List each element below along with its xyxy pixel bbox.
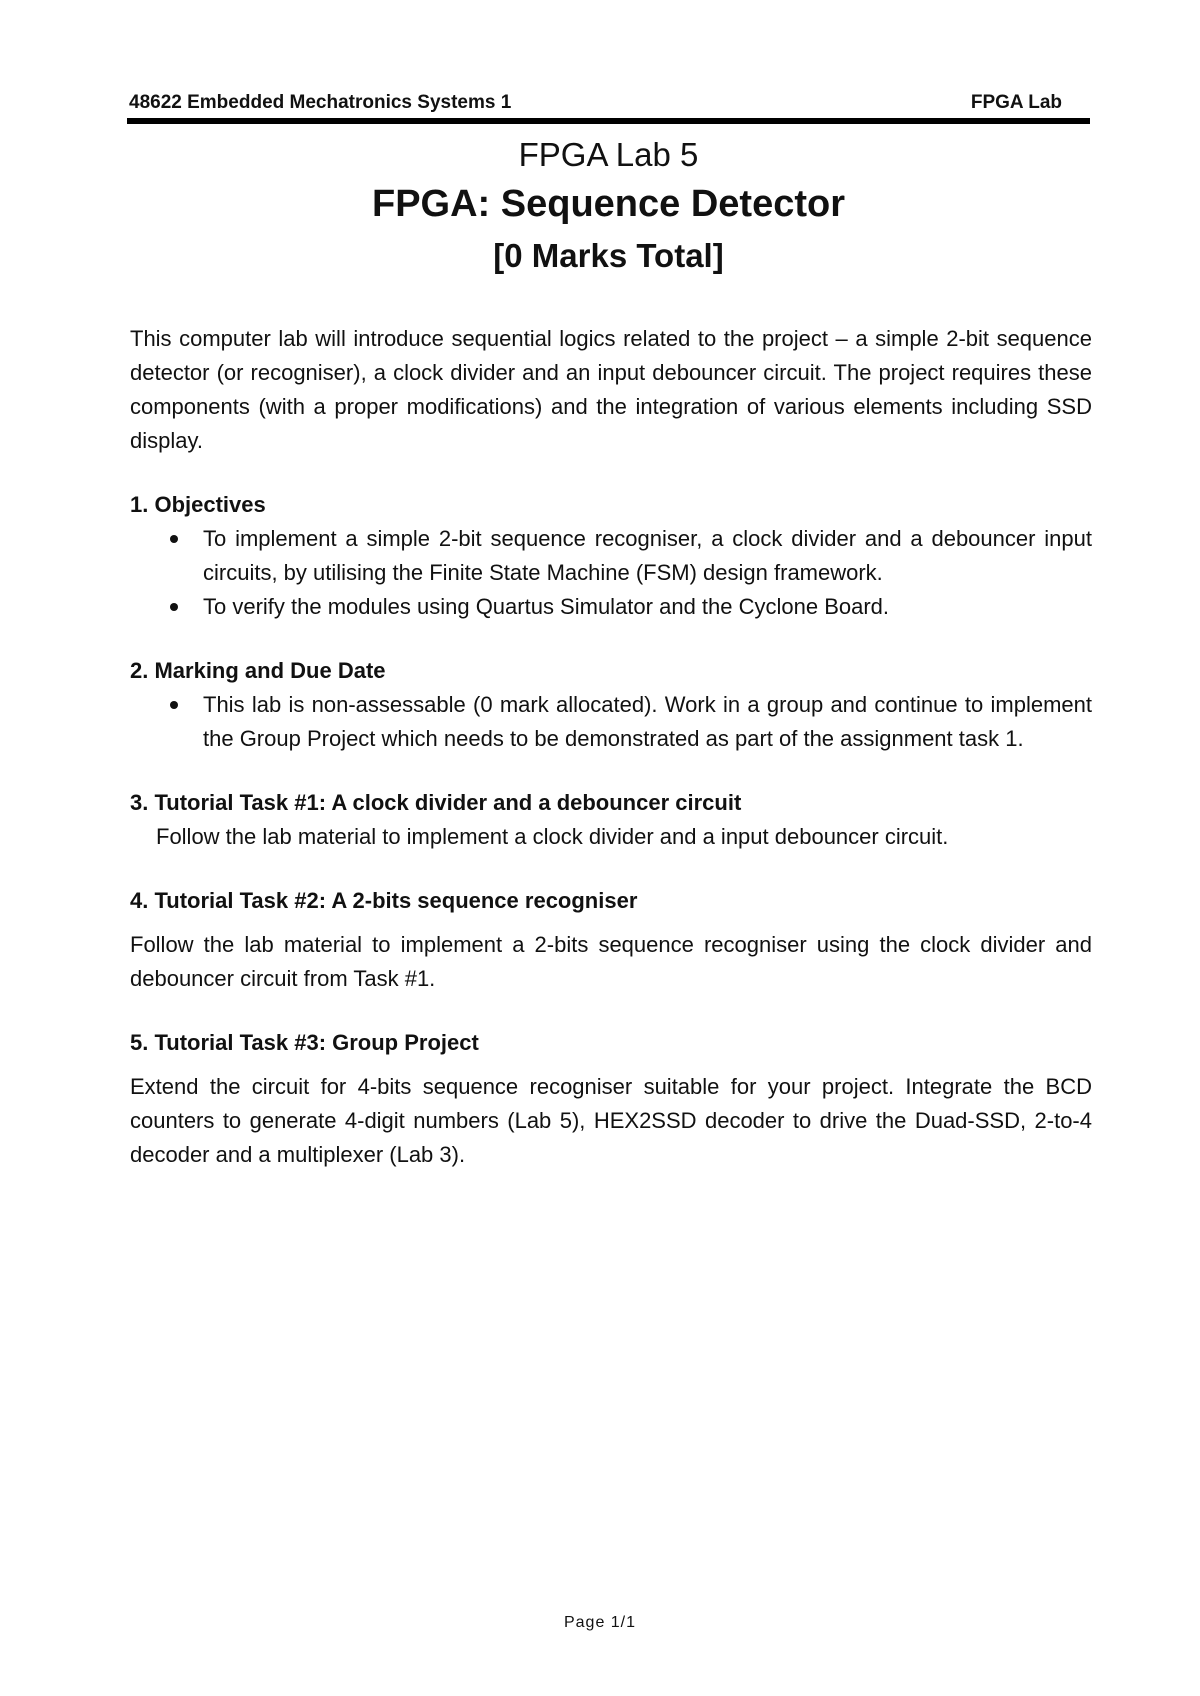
bullet-list [130,688,1092,756]
section-heading: 3. Tutorial Task #1: A clock divider and a debouncer circuit [130,790,742,815]
section-objectives [130,488,1092,624]
section-task-1 [130,786,1092,854]
section-marking [130,654,1092,756]
section-heading: 1. Objectives [130,492,266,517]
bullet-text: To implement a simple 2-bit sequence recogniser, a clock divider and a debouncer input circuits, by utilising the Finite State Machine (FSM) design framework. [203,526,1092,585]
bullet-item [130,522,1092,590]
section-heading: 4. Tutorial Task #2: A 2-bits sequence recogniser [130,888,638,913]
section-task-2 [130,884,1092,996]
section-heading: 5. Tutorial Task #3: Group Project [130,1030,479,1055]
lab-number: FPGA Lab 5 [518,136,699,173]
section-text: Follow the lab material to implement a clock divider and a input debouncer circuit. [156,824,949,849]
section-text: Follow the lab material to implement a 2-bits sequence recogniser using the clock divider and debouncer circuit from Task #1. [130,932,1092,991]
bullet-item [130,688,1092,756]
section-task-3 [130,1026,1092,1172]
title-block [127,133,1090,277]
bullet-item [130,590,1092,624]
header-lab-type: FPGA Lab [970,92,1062,113]
header-rule [127,118,1090,124]
page-header [129,88,1090,116]
page-number: Page 1/1 [563,1614,637,1631]
section-heading: 2. Marking and Due Date [130,658,386,683]
lab-title: FPGA: Sequence Detector [372,183,845,225]
intro-paragraph: This computer lab will introduce sequential logics related to the project – a simple 2-bit sequence detector (or recogniser), a clock divider and an input debouncer circuit. The project requires these components (with a proper modifications) and the integration of various elements including SSD display. [130,326,1092,453]
section-text: Extend the circuit for 4-bits sequence recogniser suitable for your project. Integrate the BCD counters to generate 4-digit numbers (Lab 5), HEX2SSD decoder to drive the Duad-SSD, 2-to-4 decoder and a multiplexer (Lab 3). [130,1074,1092,1167]
bullet-text: To verify the modules using Quartus Simulator and the Cyclone Board. [203,594,890,619]
bullet-icon [170,701,178,709]
bullet-icon [170,535,178,543]
bullet-list [130,522,1092,624]
bullet-text: This lab is non-assessable (0 mark allocated). Work in a group and continue to implement the Group Project which needs to be demonstrated as part of the assignment task 1. [203,692,1092,751]
bullet-icon [170,603,178,611]
header-course-title: 48622 Embedded Mechatronics Systems 1 [129,92,512,113]
marks-total: [0 Marks Total] [493,237,724,274]
document-body [130,322,1092,1172]
